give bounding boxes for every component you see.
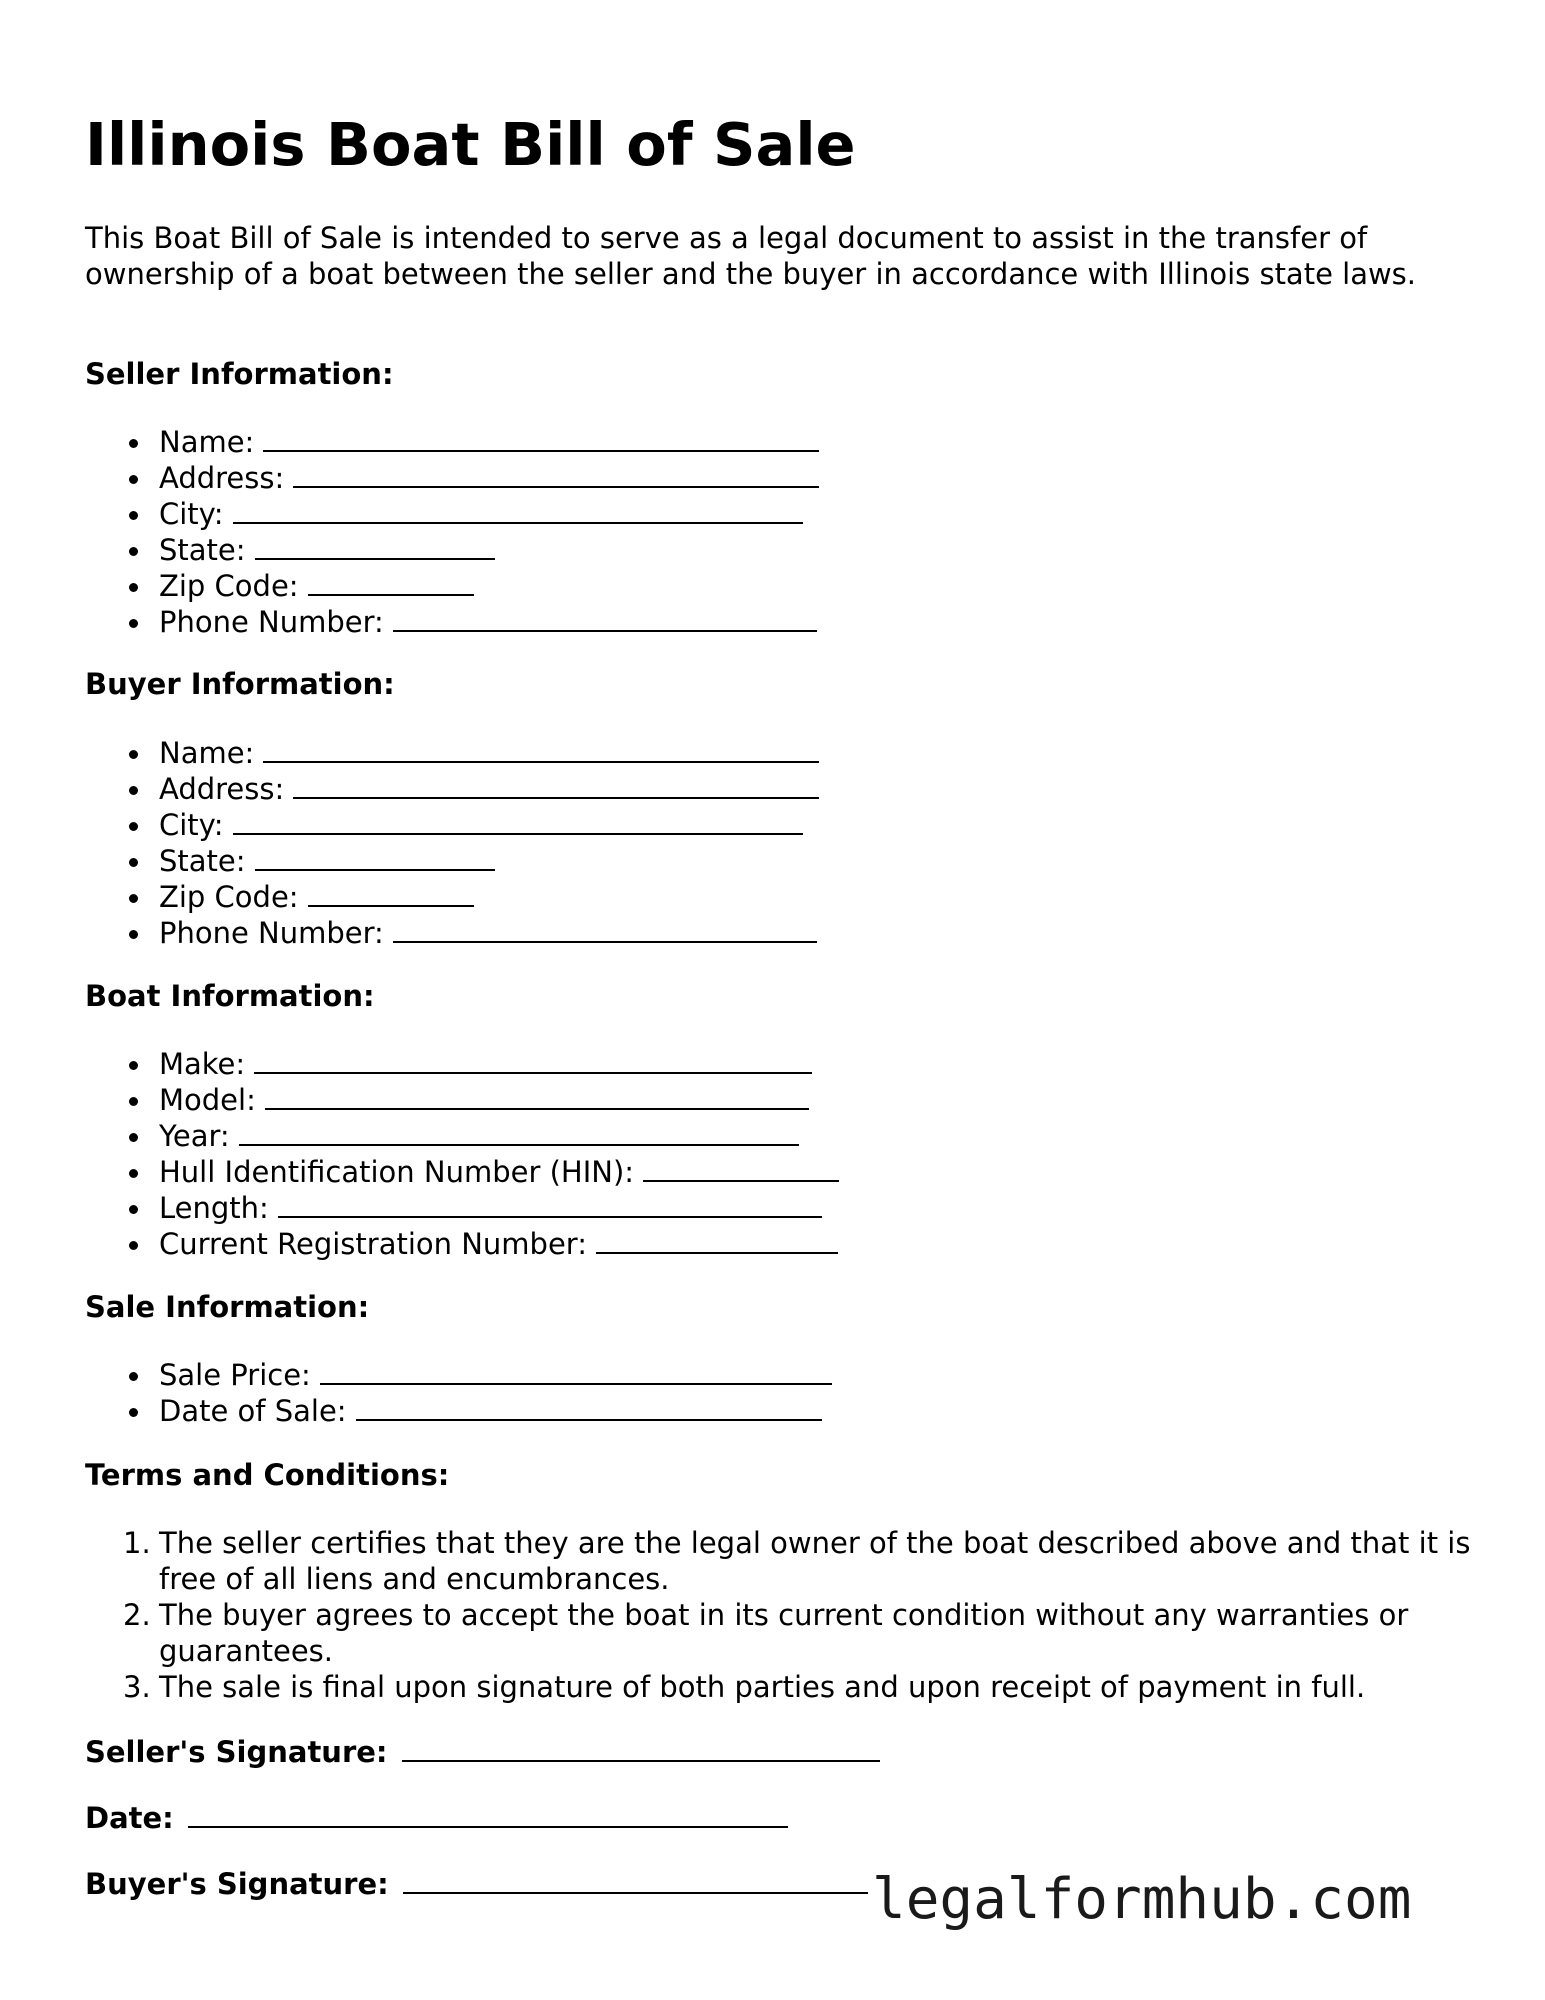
field-label: Zip Code: bbox=[159, 569, 299, 603]
sale-date-blank[interactable] bbox=[356, 1393, 822, 1421]
sale-field-list bbox=[85, 1357, 832, 1429]
field-label: Phone Number: bbox=[159, 605, 384, 639]
buyer-name-field bbox=[85, 735, 819, 771]
seller-heading: Seller Information: bbox=[85, 357, 394, 391]
date-label: Date: bbox=[85, 1801, 174, 1835]
buyer-city-blank[interactable] bbox=[233, 807, 803, 835]
field-label: Year: bbox=[159, 1119, 230, 1153]
sale-heading: Sale Information: bbox=[85, 1290, 370, 1324]
boat-field-list bbox=[85, 1046, 839, 1262]
sale-price-blank[interactable] bbox=[320, 1357, 832, 1385]
seller-phone-blank[interactable] bbox=[393, 604, 817, 632]
field-label: State: bbox=[159, 844, 246, 878]
boat-model-blank[interactable] bbox=[265, 1082, 809, 1110]
field-label: Length: bbox=[159, 1191, 269, 1225]
field-label: Sale Price: bbox=[159, 1358, 311, 1392]
field-label: Name: bbox=[159, 736, 255, 770]
term-text: The buyer agrees to accept the boat in its current condition without any warranties or guarantees. bbox=[159, 1598, 1409, 1668]
buyer-state-blank[interactable] bbox=[255, 843, 495, 871]
terms-heading: Terms and Conditions: bbox=[85, 1458, 450, 1492]
field-label: City: bbox=[159, 497, 224, 531]
site-watermark: legalformhub.com bbox=[868, 1868, 1411, 1932]
seller-signature-blank[interactable] bbox=[402, 1734, 880, 1762]
seller-state-field bbox=[85, 532, 819, 568]
seller-name-blank[interactable] bbox=[263, 424, 819, 452]
boat-year-blank[interactable] bbox=[239, 1118, 799, 1146]
term-text: The sale is final upon signature of both parties and upon receipt of payment in full. bbox=[159, 1670, 1366, 1704]
buyer-phone-field bbox=[85, 915, 819, 951]
boat-registration-blank[interactable] bbox=[596, 1226, 838, 1254]
seller-field-list bbox=[85, 424, 819, 640]
buyer-signature-label: Buyer's Signature: bbox=[85, 1867, 389, 1901]
seller-phone-field bbox=[85, 604, 819, 640]
boat-make-field bbox=[85, 1046, 839, 1082]
seller-state-blank[interactable] bbox=[255, 532, 495, 560]
boat-make-blank[interactable] bbox=[254, 1046, 812, 1074]
buyer-name-blank[interactable] bbox=[263, 735, 819, 763]
boat-length-blank[interactable] bbox=[278, 1190, 822, 1218]
field-label: State: bbox=[159, 533, 246, 567]
term-item bbox=[85, 1597, 1505, 1669]
sale-price-field bbox=[85, 1357, 832, 1393]
date-line bbox=[85, 1800, 788, 1836]
term-item bbox=[85, 1669, 1505, 1705]
buyer-field-list bbox=[85, 735, 819, 951]
field-label: Phone Number: bbox=[159, 916, 384, 950]
buyer-phone-blank[interactable] bbox=[393, 915, 817, 943]
intro-paragraph: This Boat Bill of Sale is intended to serve as a legal document to assist in the transfer of ownership of a boat between the seller and the buyer in accordance with Illinois state laws. bbox=[85, 221, 1417, 291]
seller-name-field bbox=[85, 424, 819, 460]
date-blank[interactable] bbox=[188, 1800, 788, 1828]
field-label: Name: bbox=[159, 425, 255, 459]
term-text: The seller certifies that they are the legal owner of the boat described above and that it is free of all liens and encumbrances. bbox=[159, 1526, 1471, 1596]
buyer-heading: Buyer Information: bbox=[85, 667, 395, 701]
sale-date-field bbox=[85, 1393, 832, 1429]
document-title: Illinois Boat Bill of Sale bbox=[85, 110, 856, 179]
buyer-zip-blank[interactable] bbox=[308, 879, 474, 907]
buyer-zip-field bbox=[85, 879, 819, 915]
seller-city-blank[interactable] bbox=[233, 496, 803, 524]
boat-heading: Boat Information: bbox=[85, 979, 375, 1013]
terms-list bbox=[85, 1525, 1505, 1705]
boat-registration-field bbox=[85, 1226, 839, 1262]
field-label: Hull Identification Number (HIN): bbox=[159, 1155, 635, 1189]
seller-zip-blank[interactable] bbox=[308, 568, 474, 596]
buyer-address-field bbox=[85, 771, 819, 807]
field-label: Zip Code: bbox=[159, 880, 299, 914]
boat-length-field bbox=[85, 1190, 839, 1226]
field-label: Make: bbox=[159, 1047, 246, 1081]
buyer-state-field bbox=[85, 843, 819, 879]
boat-hin-field bbox=[85, 1154, 839, 1190]
field-label: Model: bbox=[159, 1083, 256, 1117]
term-item bbox=[85, 1525, 1505, 1597]
field-label: City: bbox=[159, 808, 224, 842]
buyer-address-blank[interactable] bbox=[293, 771, 819, 799]
term-number: 2. bbox=[123, 1598, 151, 1632]
seller-zip-field bbox=[85, 568, 819, 604]
seller-address-blank[interactable] bbox=[293, 460, 819, 488]
field-label: Date of Sale: bbox=[159, 1394, 347, 1428]
buyer-city-field bbox=[85, 807, 819, 843]
field-label: Address: bbox=[159, 461, 285, 495]
seller-signature-label: Seller's Signature: bbox=[85, 1735, 388, 1769]
term-number: 3. bbox=[123, 1670, 151, 1704]
boat-model-field bbox=[85, 1082, 839, 1118]
seller-address-field bbox=[85, 460, 819, 496]
field-label: Address: bbox=[159, 772, 285, 806]
seller-signature-line bbox=[85, 1734, 880, 1770]
buyer-signature-blank[interactable] bbox=[403, 1866, 881, 1894]
seller-city-field bbox=[85, 496, 819, 532]
buyer-signature-line bbox=[85, 1866, 881, 1902]
boat-year-field bbox=[85, 1118, 839, 1154]
boat-hin-blank[interactable] bbox=[643, 1154, 839, 1182]
field-label: Current Registration Number: bbox=[159, 1227, 587, 1261]
term-number: 1. bbox=[123, 1526, 151, 1560]
